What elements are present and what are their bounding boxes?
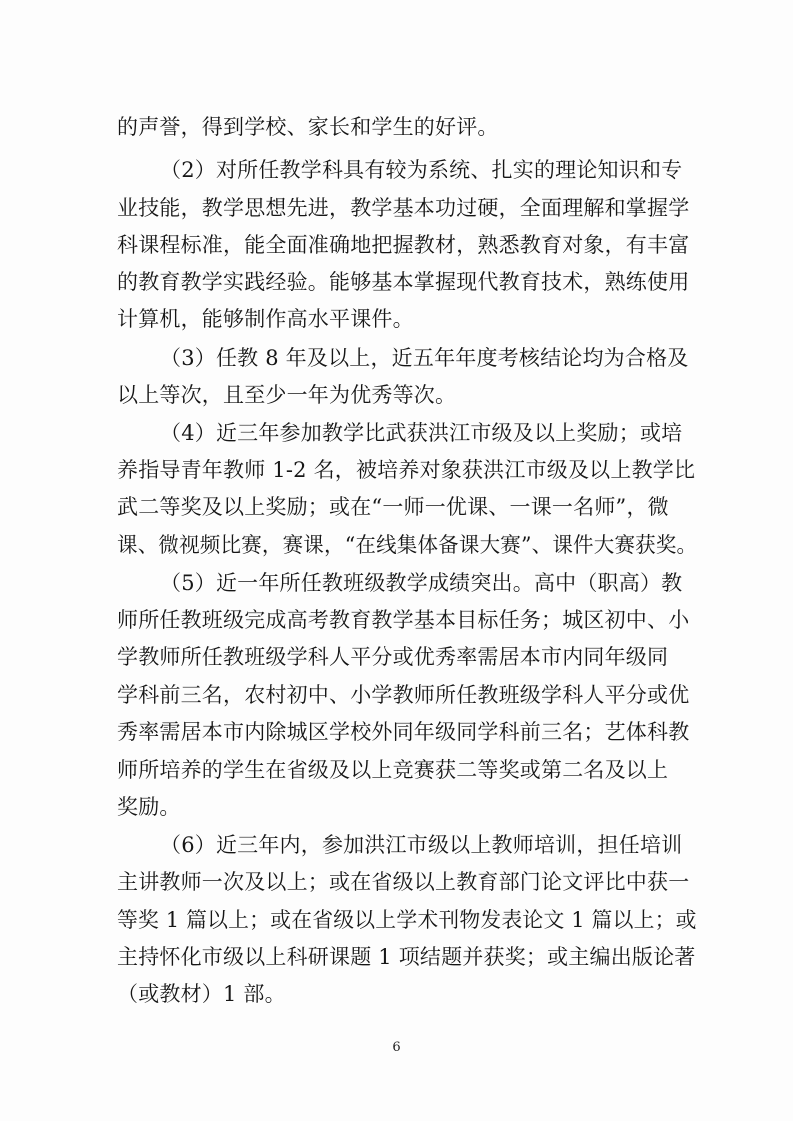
text-line: 科课程标准，能全面准确地把握教材，熟悉教育对象，有丰富 [117, 233, 690, 257]
text-line: 业技能，教学思想先进，教学基本功过硬，全面理解和掌握学 [117, 196, 690, 220]
text-line: 的声誉，得到学校、家长和学生的好评。 [117, 115, 499, 139]
text-line: 学科前三名，农村初中、小学教师所任教班级学科人平分或优 [117, 683, 690, 707]
text-line: 学教师所任教班级学科人平分或优秀率需居本市内同年级同 [117, 645, 669, 669]
text-line: 师所任教班级完成高考教育教学基本目标任务；城区初中、小 [117, 608, 690, 632]
text-line: 计算机，能够制作高水平课件。 [117, 307, 414, 331]
text-line: 秀率需居本市内除城区学校外同年级同学科前三名；艺体科教 [117, 720, 690, 744]
text-line: 武二等奖及以上奖励；或在“一师一优课、一课一名师”，微 [117, 495, 669, 519]
text-line: 的教育教学实践经验。能够基本掌握现代教育技术，熟练使用 [117, 270, 690, 294]
text-line: （或教材）1 部。 [117, 982, 286, 1006]
text-line: 主持怀化市级以上科研课题 1 项结题并获奖；或主编出版论著 [117, 945, 696, 969]
text-line: 养指导青年教师 1-2 名，被培养对象获洪江市级及以上教学比 [117, 458, 696, 482]
text-line: 主讲教师一次及以上；或在省级以上教育部门论文评比中获一 [117, 870, 690, 894]
text-line: 奖励。 [117, 795, 181, 819]
text-line: 以上等次，且至少一年为优秀等次。 [117, 383, 457, 407]
text-line: （5）近一年所任教班级教学成绩突出。高中（职高）教 [160, 571, 683, 595]
text-line: 等奖 1 篇以上；或在省级以上学术刊物发表论文 1 篇以上；或 [117, 908, 697, 932]
text-line: 课、微视频比赛，赛课，“在线集体备课大赛”、课件大赛获奖。 [117, 533, 698, 557]
text-line: （6）近三年内，参加洪江市级以上教师培训，担任培训 [160, 833, 683, 857]
page-number: 6 [392, 1040, 401, 1055]
text-line: （4）近三年参加教学比武获洪江市级及以上奖励；或培 [160, 421, 683, 445]
text-line: （3）任教 8 年及以上，近五年年度考核结论均为合格及 [160, 346, 689, 370]
text-line: （2）对所任教学科具有较为系统、扎实的理论知识和专 [160, 158, 683, 182]
text-line: 师所培养的学生在省级及以上竞赛获二等奖或第二名及以上 [117, 758, 669, 782]
